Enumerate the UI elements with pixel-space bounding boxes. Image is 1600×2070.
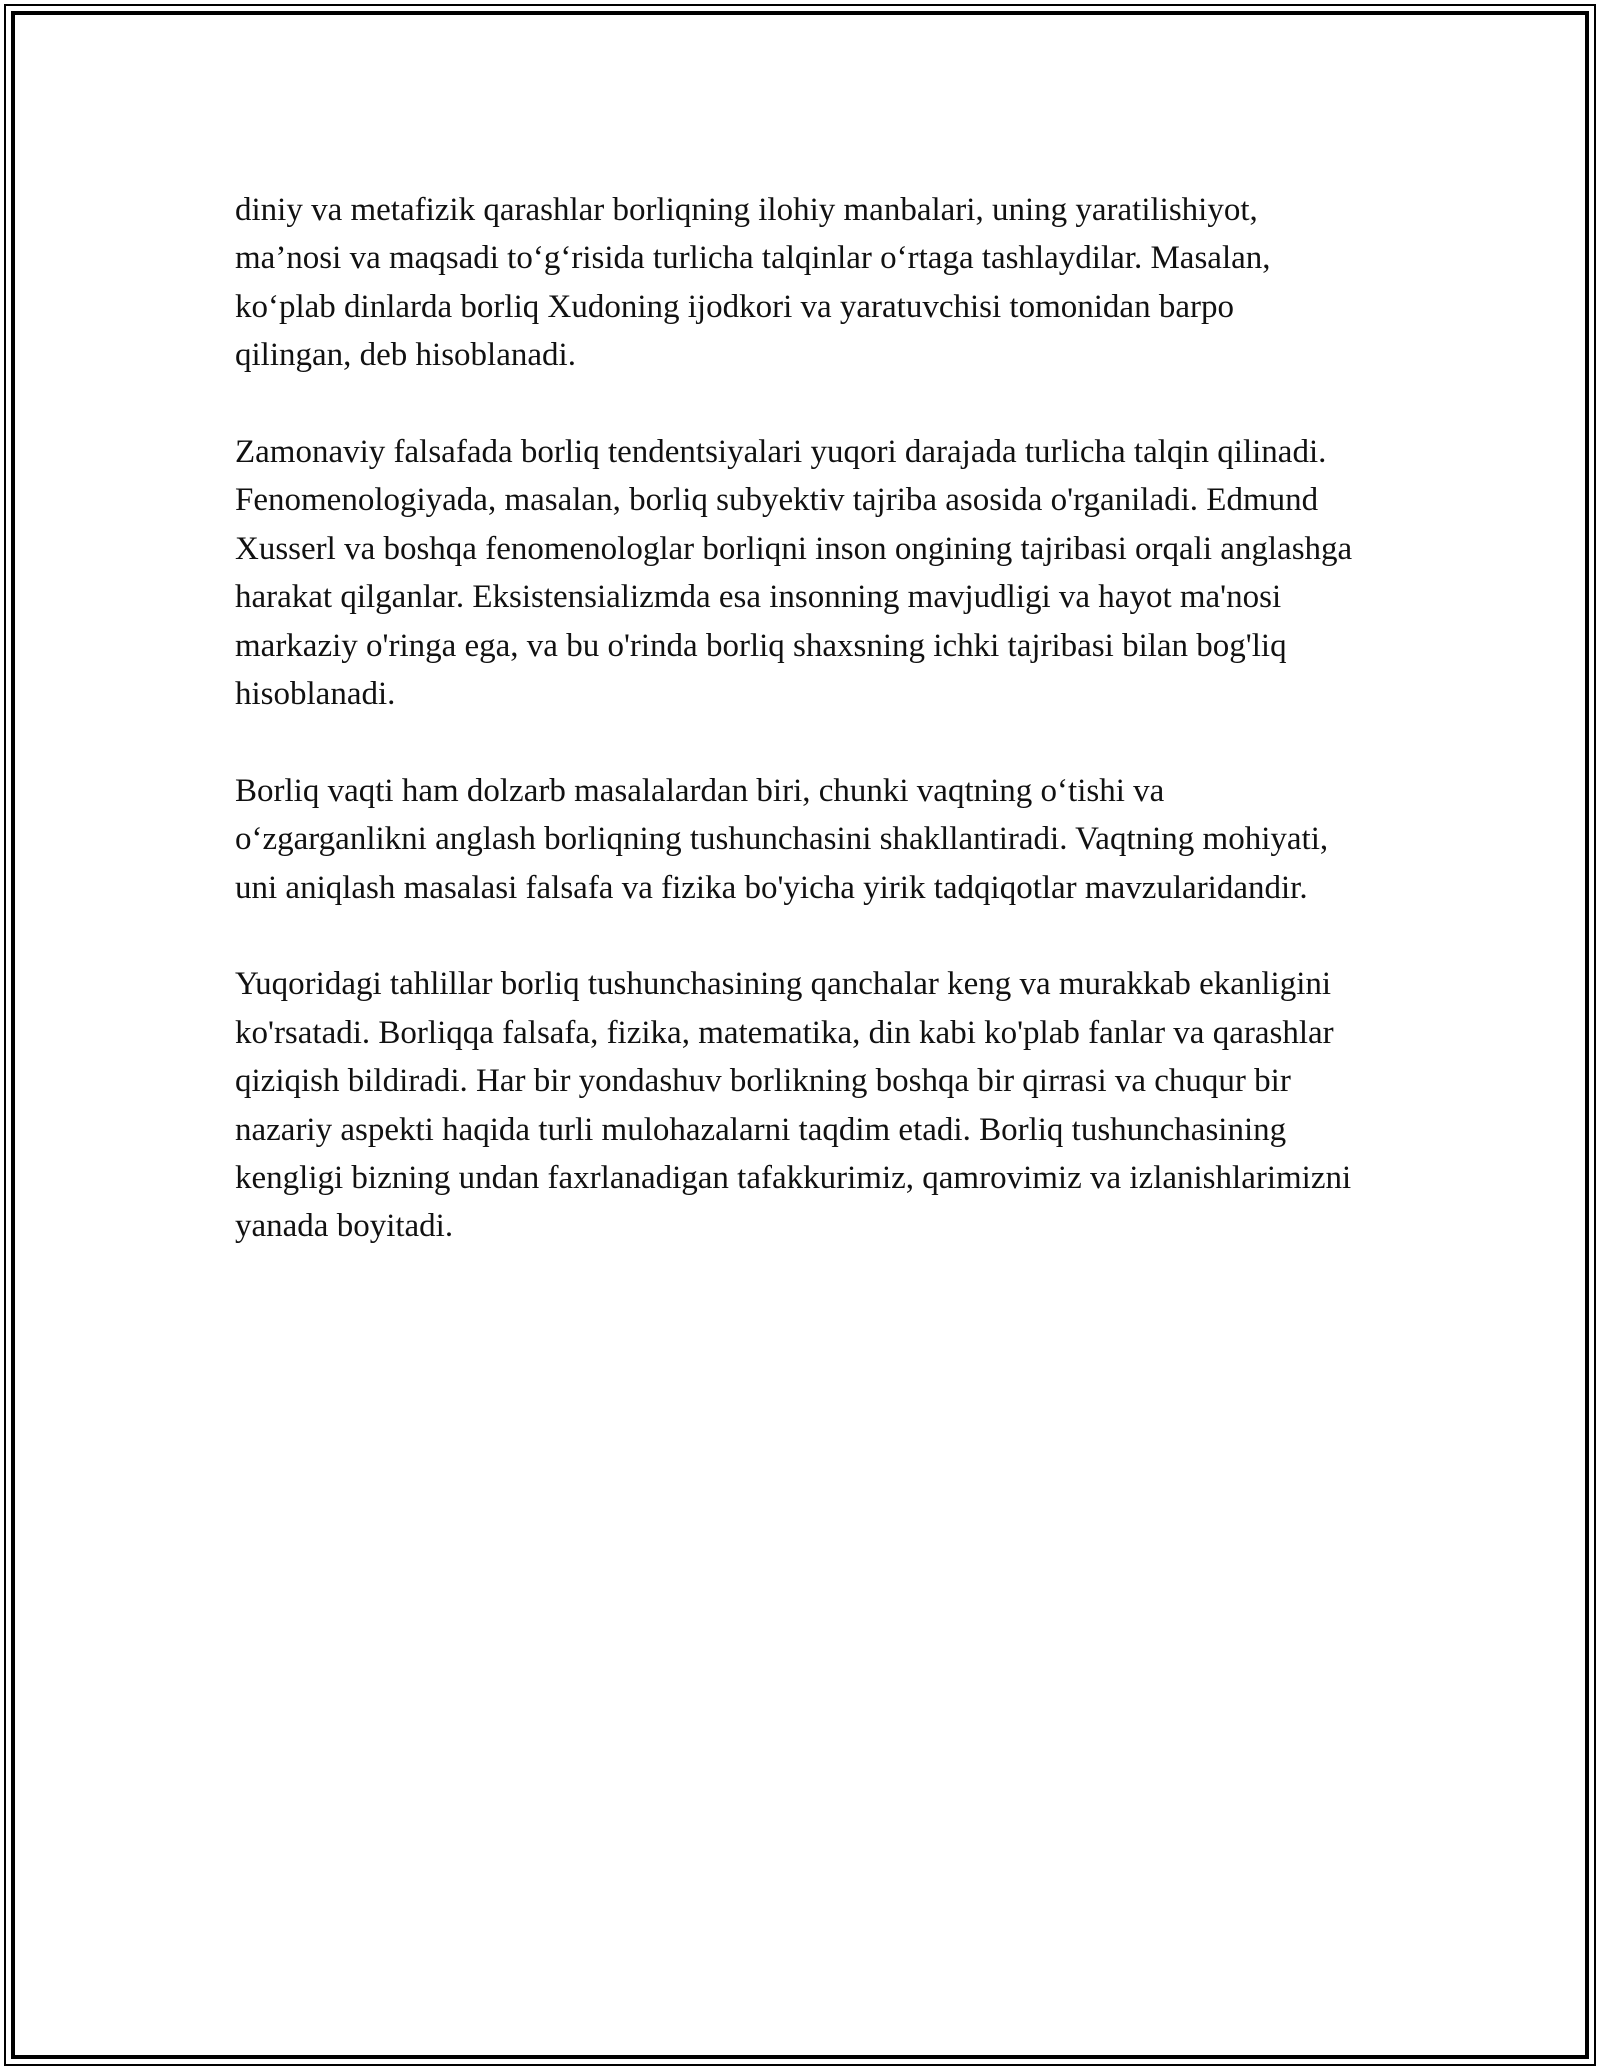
paragraph-religious-views: diniy va metafizik qarashlar borliqning ilohiy manbalari, uning yaratilishiyot, ma’nosi va maqsadi to‘g‘risida turlicha talqinlar o‘rtaga tashlaydilar. Masalan, ko‘plab dinlarda borliq Xudoning ijodkori va yaratuvchisi tomonidan barpo qilingan, deb hisoblanadi. [235,192,1271,374]
paragraph-modern-philosophy: Zamonaviy falsafada borliq tendentsiyalari yuqori darajada turlicha talqin qilinadi. Fenomenologiyada, masalan, borliq subyektiv tajriba asosida o'rganiladi. Edmund Xusserl va boshqa fenomenologlar borliqni inson ongining tajribasi orqali anglashga harakat qilganlar. Eksistensializmda esa insonning mavjudligi va hayot ma'nosi markaziy o'ringa ega, va bu o'rinda borliq shaxsning ichki tajribasi bilan bog'liq hisoblanadi. [235,434,1353,713]
paragraph-conclusion: Yuqoridagi tahlillar borliq tushunchasining qanchalar keng va murakkab ekanligini ko'rsatadi. Borliqqa falsafa, fizika, matematika, din kabi ko'plab fanlar va qarashlar qiziqish bildiradi. Har bir yondashuv borlikning boshqa bir qirrasi va chuqur bir nazariy aspekti haqida turli mulohazalarni taqdim etadi. Borliq tushunchasining kengligi bizning undan faxrlanadigan tafakkurimiz, qamrovimiz va izlanishlarimizni yanada boyitadi. [235,966,1352,1245]
paragraph-time-of-being: Borliq vaqti ham dolzarb masalalardan biri, chunki vaqtning o‘tishi va o‘zgarganlikni anglash borliqning tushunchasini shakllantiradi. Vaqtning mohiyati, uni aniqlash masalasi falsafa va fizika bo'yicha yirik tadqiqotlar mavzularidandir. [235,772,1329,906]
document-body [235,186,1355,1299]
